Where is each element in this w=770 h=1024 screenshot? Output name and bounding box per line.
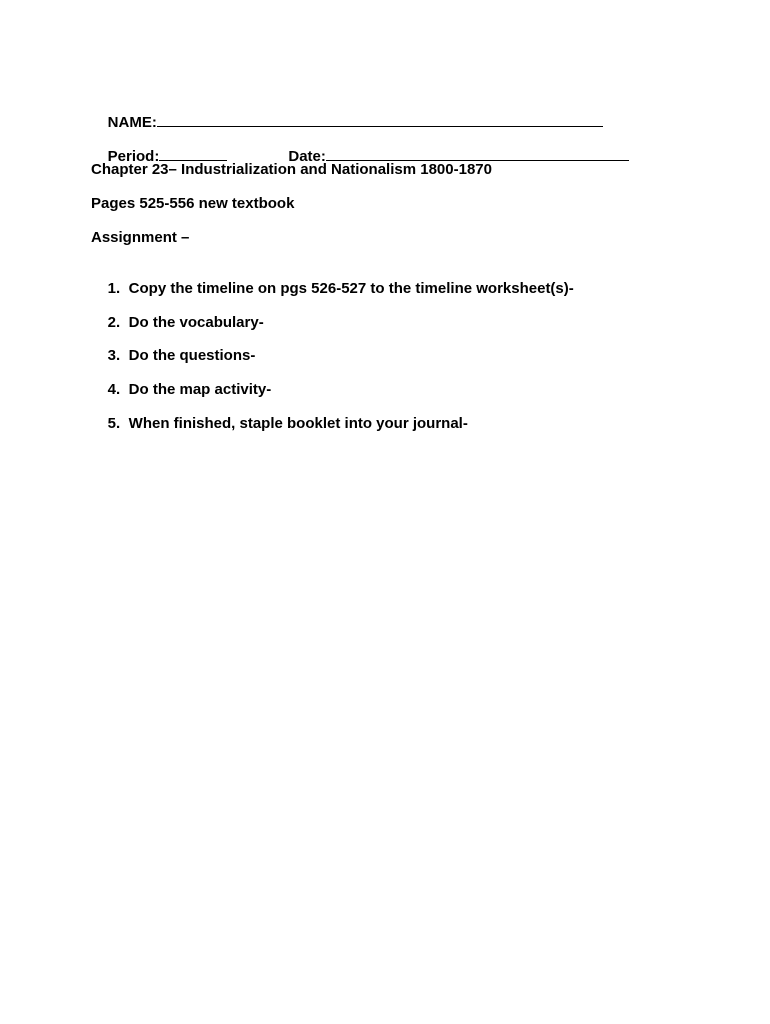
list-item-text: Do the map activity- — [128, 381, 272, 398]
period-label: Period: — [107, 148, 160, 165]
date-blank-field[interactable] — [326, 146, 629, 161]
name-label: NAME: — [107, 114, 157, 131]
date-label: Date: — [288, 148, 326, 165]
list-item-text: Do the vocabulary- — [128, 314, 264, 331]
name-blank-field[interactable] — [157, 112, 603, 127]
list-item-number: 2. — [107, 314, 121, 331]
list-item — [91, 397, 468, 451]
list-item-number: 5. — [107, 415, 121, 432]
list-item-text: Do the questions- — [128, 347, 256, 364]
period-blank-field[interactable] — [159, 146, 227, 161]
list-item-number: 1. — [107, 280, 121, 297]
chapter-title: Chapter 23– Industrialization and Nationalism 1800-1870 — [91, 161, 492, 178]
list-item-text: When finished, staple booklet into your journal- — [128, 415, 468, 432]
assignment-heading: Assignment – — [91, 229, 190, 246]
list-item-number: 3. — [107, 347, 121, 364]
list-item-text: Copy the timeline on pgs 526-527 to the timeline worksheet(s)- — [128, 280, 574, 297]
list-item-number: 4. — [107, 381, 121, 398]
pages-reference: Pages 525-556 new textbook — [91, 195, 295, 212]
